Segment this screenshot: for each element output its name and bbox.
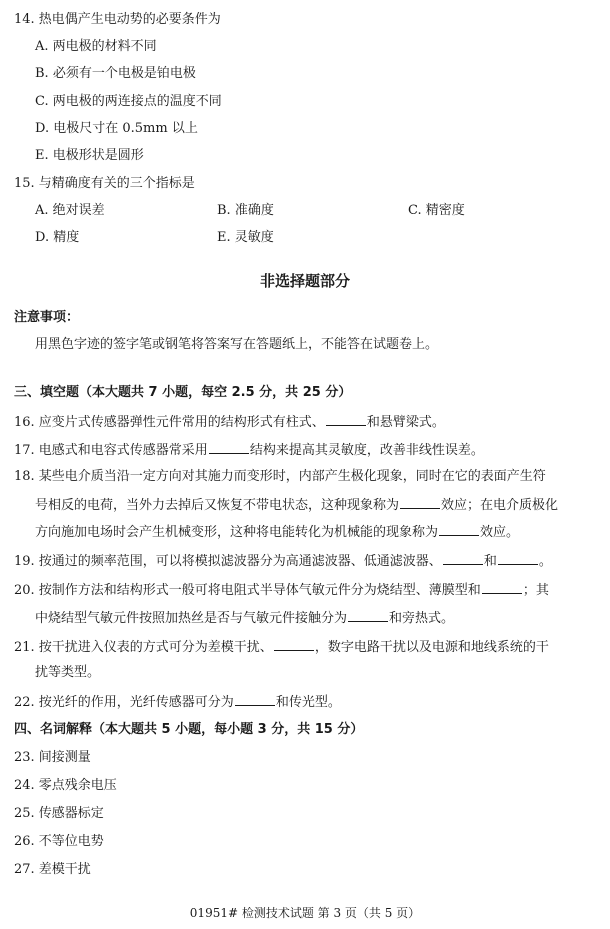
- notice-label: 注意事项：: [14, 310, 80, 325]
- option-15d: D. 精度: [35, 230, 80, 245]
- page-footer: 01951# 检测技术试题 第 3 页（共 5 页）: [189, 906, 421, 920]
- term-25: 25. 传感器标定: [14, 806, 104, 821]
- q20-text-d: 和旁热式。: [389, 611, 455, 626]
- q19-text-a: 19. 按通过的频率范围，可以将模拟滤波器分为高通滤波器、低通滤波器、: [14, 554, 442, 569]
- option-14a: A. 两电极的材料不同: [35, 39, 157, 54]
- term-24: 24. 零点残余电压: [14, 778, 117, 793]
- q18-text-a: 号相反的电荷，当外力去掉后又恢复不带电状态，这种现象称为: [35, 498, 400, 513]
- question-18-line3: [35, 523, 519, 541]
- answer-blank: [498, 552, 538, 565]
- answer-blank: [443, 552, 483, 565]
- term-23: 23. 间接测量: [14, 750, 91, 765]
- q21-text-a: 21. 按干扰进入仪表的方式可分为差模干扰、: [14, 640, 273, 655]
- q18-text-c: 方向施加电场时会产生机械变形，这种将电能转化为机械能的现象称为: [35, 525, 439, 540]
- part3-title: 三、填空题（本大题共 7 小题，每空 2.5 分，共 25 分）: [14, 385, 352, 400]
- q21-text-b: ，数字电路干扰以及电源和地线系统的干: [314, 640, 549, 655]
- answer-blank: [209, 441, 249, 454]
- question-16: [14, 413, 445, 431]
- option-15e: E. 灵敏度: [217, 230, 274, 245]
- q20-text-b: ；其: [522, 583, 549, 598]
- answer-blank: [400, 496, 440, 509]
- answer-blank: [439, 523, 479, 536]
- option-14b: B. 必须有一个电极是铂电极: [35, 66, 196, 81]
- question-21-line1: [14, 638, 549, 656]
- question-20-line1: [14, 581, 549, 599]
- question-19: [14, 552, 552, 570]
- q22-text-b: 和传光型。: [275, 695, 341, 710]
- answer-blank: [235, 693, 275, 706]
- option-15b: B. 准确度: [217, 203, 274, 218]
- option-14d: D. 电极尺寸在 0.5mm 以上: [35, 121, 198, 136]
- answer-blank: [274, 638, 314, 651]
- q16-text-a: 16. 应变片式传感器弹性元件常用的结构形式有柱式、: [14, 415, 325, 430]
- answer-blank: [326, 413, 366, 426]
- q20-text-a: 20. 按制作方法和结构形式一般可将电阻式半导体气敏元件分为烧结型、薄膜型和: [14, 583, 481, 598]
- q16-text-b: 和悬臂梁式。: [366, 415, 445, 430]
- q17-text-b: 结构来提高其灵敏度，改善非线性误差。: [249, 443, 484, 458]
- question-18-line2: [35, 496, 558, 514]
- q18-text-b: 效应；在电介质极化: [441, 498, 559, 513]
- section-title: 非选择题部分: [259, 272, 350, 290]
- question-22: [14, 693, 341, 711]
- notice-text: 用黑色字迹的签字笔或钢笔将答案写在答题纸上，不能答在试题卷上。: [35, 337, 439, 352]
- question-14-stem: 14. 热电偶产生电动势的必要条件为: [14, 12, 221, 27]
- answer-blank: [482, 581, 522, 594]
- answer-blank: [348, 609, 388, 622]
- q19-text-c: 。: [538, 554, 552, 569]
- option-14c: C. 两电极的两连接点的温度不同: [35, 94, 222, 109]
- term-26: 26. 不等位电势: [14, 834, 104, 849]
- question-17: [14, 441, 484, 459]
- question-18-line1: 18. 某些电介质当沿一定方向对其施力而变形时，内部产生极化现象，同时在它的表面产生符: [14, 469, 546, 484]
- q18-text-d: 效应。: [480, 525, 520, 540]
- q22-text-a: 22. 按光纤的作用，光纤传感器可分为: [14, 695, 234, 710]
- option-15a: A. 绝对误差: [35, 203, 105, 218]
- term-27: 27. 差模干扰: [14, 862, 91, 877]
- option-14e: E. 电极形状是圆形: [35, 148, 144, 163]
- question-20-line2: [35, 609, 454, 627]
- q17-text-a: 17. 电感式和电容式传感器常采用: [14, 443, 208, 458]
- question-15-stem: 15. 与精确度有关的三个指标是: [14, 176, 195, 191]
- option-15c: C. 精密度: [408, 203, 465, 218]
- part4-title: 四、名词解释（本大题共 5 小题，每小题 3 分，共 15 分）: [14, 722, 364, 737]
- q20-text-c: 中烧结型气敏元件按照加热丝是否与气敏元件接触分为: [35, 611, 348, 626]
- q19-text-b: 和: [483, 554, 497, 569]
- question-21-line2: 扰等类型。: [35, 665, 101, 680]
